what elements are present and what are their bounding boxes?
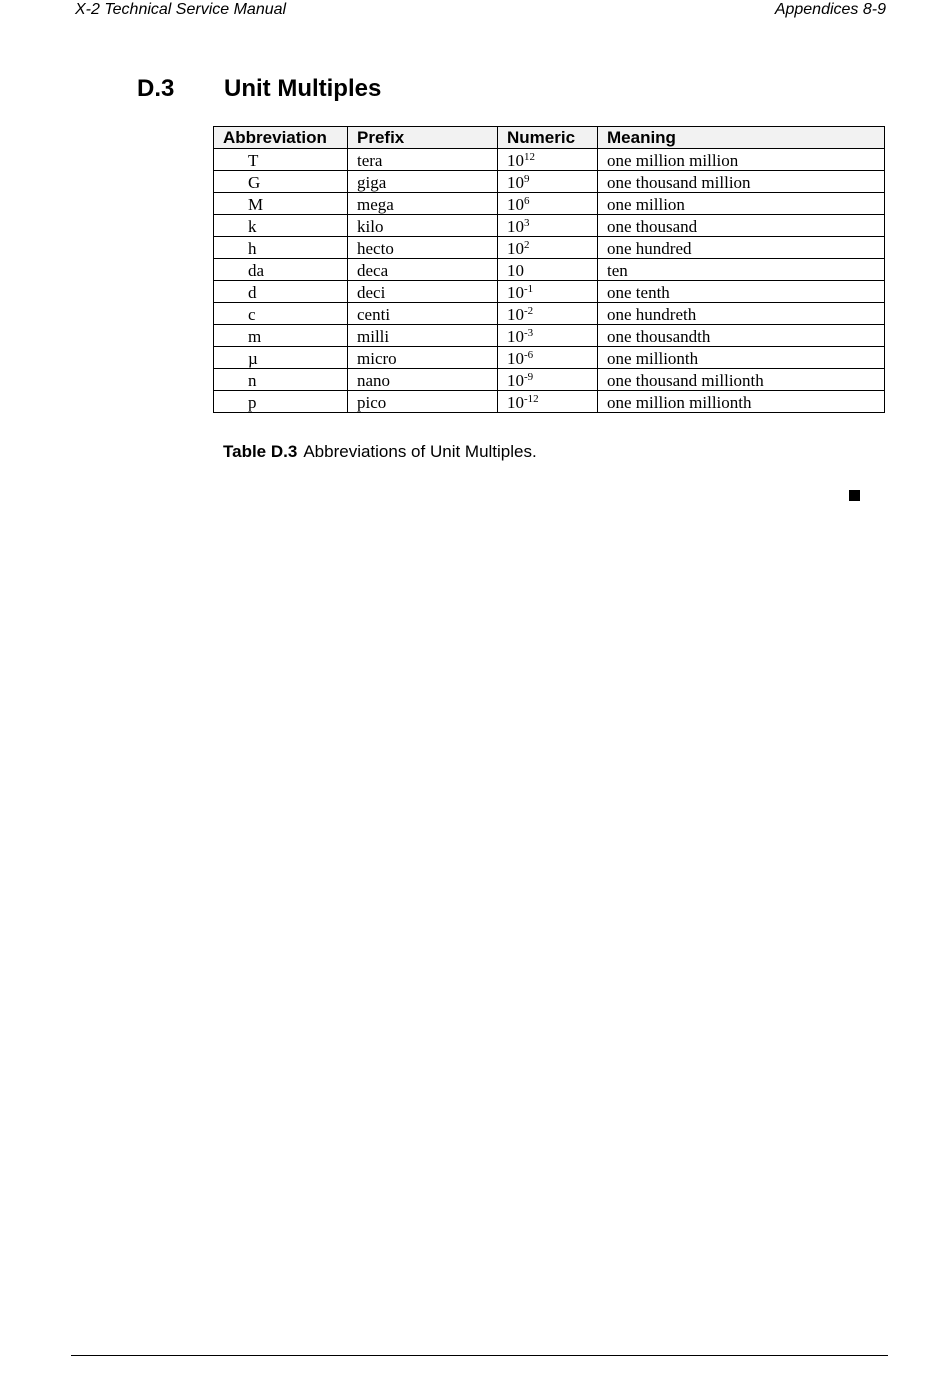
numeric-exponent: 12 [524,151,535,163]
meaning-cell: one thousand millionth [598,369,885,391]
prefix-cell: milli [348,325,498,347]
table-row [214,215,885,237]
meaning-cell: ten [598,259,885,281]
prefix-cell: micro [348,347,498,369]
numeric-base: 10 [507,349,524,368]
column-header-abbreviation: Abbreviation [214,127,348,149]
numeric-cell [498,347,598,369]
prefix-cell: tera [348,149,498,171]
table-caption [223,442,537,462]
numeric-base: 10 [507,305,524,324]
abbreviation-cell: n [214,369,348,391]
table-row [214,369,885,391]
numeric-cell [498,237,598,259]
numeric-cell [498,369,598,391]
table-row [214,171,885,193]
meaning-cell: one tenth [598,281,885,303]
prefix-cell: deci [348,281,498,303]
table-row [214,193,885,215]
abbreviation-cell: k [214,215,348,237]
prefix-cell: giga [348,171,498,193]
meaning-cell: one million million [598,149,885,171]
numeric-cell [498,171,598,193]
numeric-base: 10 [507,261,524,280]
numeric-cell [498,303,598,325]
table-row [214,237,885,259]
prefix-cell: mega [348,193,498,215]
prefix-cell: deca [348,259,498,281]
table-row [214,281,885,303]
column-header-meaning: Meaning [598,127,885,149]
meaning-cell: one hundreth [598,303,885,325]
footer-rule [71,1355,888,1356]
numeric-exponent: -3 [524,327,534,339]
table-row [214,391,885,413]
numeric-base: 10 [507,195,524,214]
meaning-cell: one million millionth [598,391,885,413]
abbreviation-cell: h [214,237,348,259]
numeric-base: 10 [507,151,524,170]
abbreviation-cell: µ [214,347,348,369]
caption-label: Table D.3 [223,442,298,461]
prefix-cell: hecto [348,237,498,259]
table-row [214,259,885,281]
caption-text: Abbreviations of Unit Multiples. [303,442,537,461]
numeric-exponent: 2 [524,239,530,251]
numeric-base: 10 [507,173,524,192]
numeric-exponent: 3 [524,217,530,229]
numeric-cell [498,193,598,215]
abbreviation-cell: p [214,391,348,413]
meaning-cell: one hundred [598,237,885,259]
numeric-base: 10 [507,283,524,302]
numeric-base: 10 [507,217,524,236]
section-number: D.3 [137,75,175,102]
unit-multiples-table [213,126,885,413]
numeric-cell [498,149,598,171]
prefix-cell: nano [348,369,498,391]
column-header-prefix: Prefix [348,127,498,149]
table-row [214,325,885,347]
abbreviation-cell: G [214,171,348,193]
running-header-title: X-2 Technical Service Manual [75,1,287,18]
numeric-base: 10 [507,239,524,258]
numeric-base: 10 [507,393,524,412]
prefix-cell: kilo [348,215,498,237]
table-header-row [214,127,885,149]
table-row [214,347,885,369]
black-square-icon [849,490,860,501]
section-title: Unit Multiples [224,75,382,102]
running-header-page: Appendices 8-9 [774,1,886,18]
abbreviation-cell: da [214,259,348,281]
numeric-base: 10 [507,371,524,390]
column-header-numeric: Numeric [498,127,598,149]
meaning-cell: one millionth [598,347,885,369]
numeric-cell [498,325,598,347]
numeric-exponent: -6 [524,349,534,361]
prefix-cell: pico [348,391,498,413]
meaning-cell: one million [598,193,885,215]
numeric-exponent: -1 [524,283,534,295]
numeric-exponent: -12 [524,393,539,405]
numeric-cell [498,259,598,281]
meaning-cell: one thousand [598,215,885,237]
meaning-cell: one thousandth [598,325,885,347]
abbreviation-cell: T [214,149,348,171]
numeric-exponent: 6 [524,195,530,207]
abbreviation-cell: c [214,303,348,325]
numeric-exponent: 9 [524,173,530,185]
numeric-base: 10 [507,327,524,346]
numeric-cell [498,391,598,413]
numeric-exponent: -2 [524,305,534,317]
prefix-cell: centi [348,303,498,325]
abbreviation-cell: M [214,193,348,215]
numeric-cell [498,281,598,303]
table-row [214,303,885,325]
numeric-exponent: -9 [524,371,534,383]
numeric-cell [498,215,598,237]
abbreviation-cell: m [214,325,348,347]
abbreviation-cell: d [214,281,348,303]
table-row [214,149,885,171]
meaning-cell: one thousand million [598,171,885,193]
